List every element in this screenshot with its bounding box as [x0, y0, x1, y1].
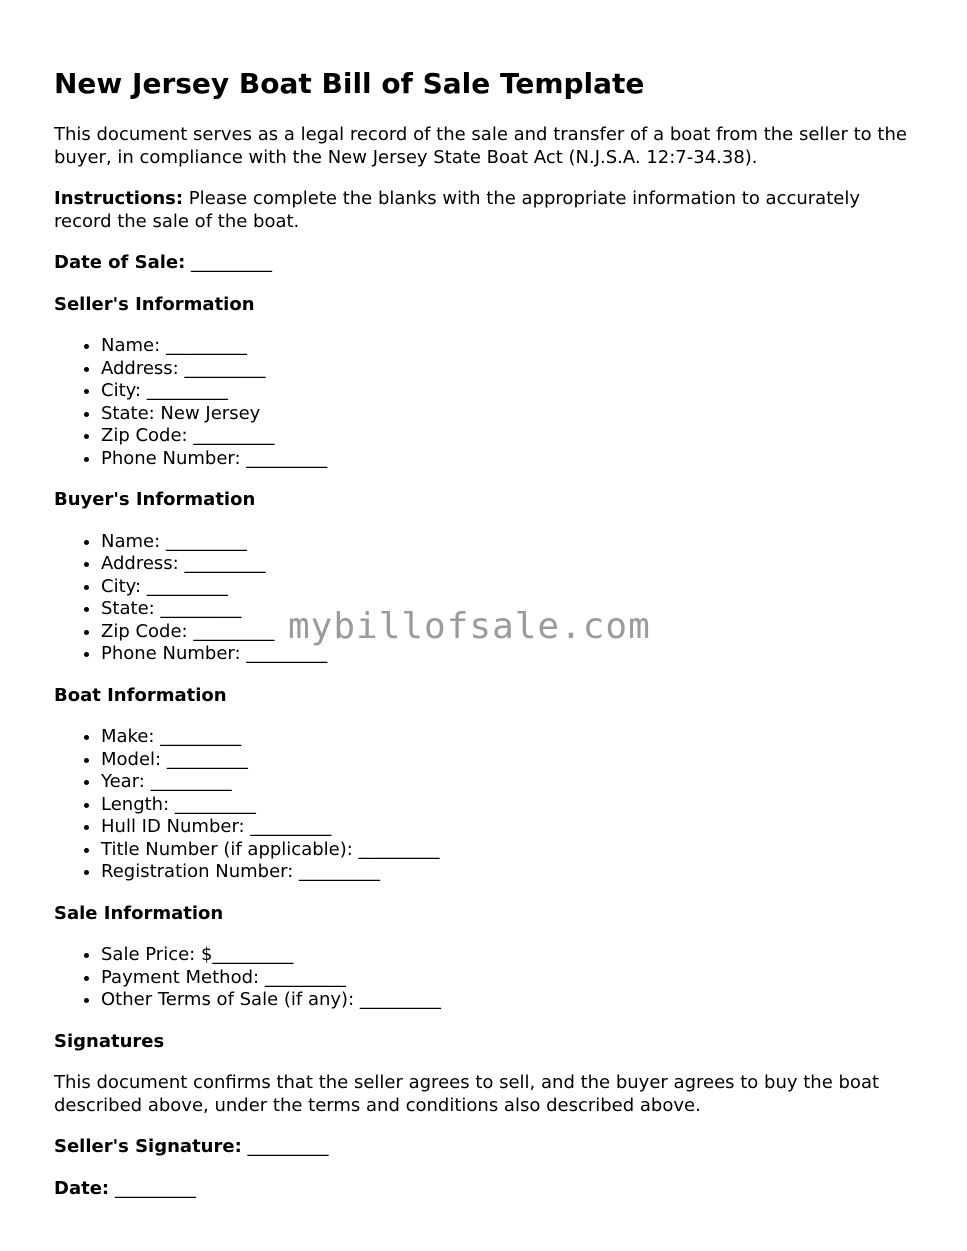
boat-heading: Boat Information — [54, 684, 227, 706]
instructions-label: Instructions: — [54, 188, 184, 209]
signatures-paragraph: This document confirms that the seller agrees to sell, and the buyer agrees to buy the boat described above, under the terms and conditions also described above. — [54, 1072, 880, 1116]
boat-list — [54, 726, 914, 884]
buyer-address: • Address: _________ — [101, 553, 914, 576]
seller-signature-blank: _________ — [241, 1136, 329, 1157]
seller-phone: • Phone Number: _________ — [101, 448, 914, 471]
instructions-text: Please complete the blanks with the appropriate information to accurately record the sale of the boat. — [54, 188, 860, 232]
watermark: mybillofsale.com — [288, 606, 651, 647]
sale-list — [54, 944, 914, 1012]
payment-method: • Payment Method: _________ — [101, 967, 914, 990]
signature-date-label: Date: — [54, 1177, 110, 1199]
boat-title-number: • Title Number (if applicable): _________ — [101, 839, 914, 862]
sale-price: • Sale Price: $_________ — [101, 944, 914, 967]
seller-zip: • Zip Code: _________ — [101, 425, 914, 448]
date-of-sale — [54, 252, 914, 275]
sale-heading: Sale Information — [54, 902, 224, 924]
instructions-paragraph — [54, 188, 914, 233]
buyer-list — [54, 531, 914, 666]
seller-address: • Address: _________ — [101, 358, 914, 381]
seller-signature — [54, 1136, 914, 1159]
boat-year: • Year: _________ — [101, 771, 914, 794]
date-of-sale-label: Date of Sale: — [54, 252, 186, 273]
buyer-zip: • Zip Code: _________ — [101, 621, 914, 644]
buyer-phone: • Phone Number: _________ — [101, 643, 914, 666]
boat-make: • Make: _________ — [101, 726, 914, 749]
date-of-sale-blank: _________ — [185, 252, 273, 273]
signatures-heading: Signatures — [54, 1030, 165, 1052]
signature-date-blank: _________ — [109, 1177, 196, 1199]
seller-state: • State: New Jersey — [101, 403, 914, 426]
seller-list — [54, 335, 914, 470]
boat-length: • Length: _________ — [101, 794, 914, 817]
buyer-state: • State: _________ — [101, 598, 914, 621]
seller-city: • City: _________ — [101, 380, 914, 403]
seller-heading: Seller's Information — [54, 293, 255, 315]
intro-paragraph: This document serves as a legal record of the sale and transfer of a boat from the seller to the buyer, in compliance with the New Jersey State Boat Act (N.J.S.A. 12:7-34.38). — [54, 124, 907, 168]
signature-date — [54, 1178, 914, 1201]
seller-name: • Name: _________ — [101, 335, 914, 358]
other-terms: • Other Terms of Sale (if any): _________ — [101, 989, 914, 1012]
buyer-city: • City: _________ — [101, 576, 914, 599]
buyer-name: • Name: _________ — [101, 531, 914, 554]
seller-signature-label: Seller's Signature: — [54, 1136, 242, 1157]
boat-hull-id: • Hull ID Number: _________ — [101, 816, 914, 839]
boat-model: • Model: _________ — [101, 749, 914, 772]
document — [54, 64, 914, 1219]
document-title: New Jersey Boat Bill of Sale Template — [54, 67, 645, 100]
boat-registration-number: • Registration Number: _________ — [101, 861, 914, 884]
buyer-heading: Buyer's Information — [54, 489, 256, 510]
